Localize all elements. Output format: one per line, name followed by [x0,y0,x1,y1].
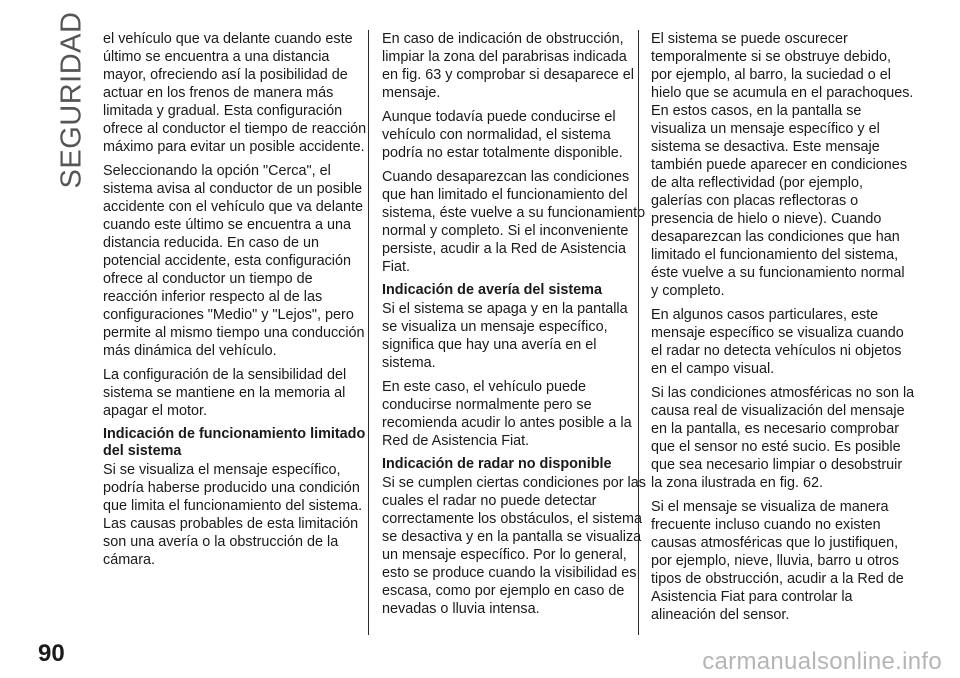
section-tab [52,11,92,189]
text-column-2 [382,30,646,624]
paragraph: Seleccionando la opción "Cerca", el sistema avisa al conductor de un posible accidente con el vehículo que va delante cuando este último se encuentra a una distancia reducida. En caso de un potencial accidente, esta configuración ofrece al conductor un tiempo de reacción inferior respecto al de las configuraciones "Medio" y "Lejos", pero permite al mismo tiempo una conducción más dinámica del vehículo. [103,163,365,359]
paragraph: Si el sistema se apaga y en la pantalla se visualiza un mensaje específico, significa que hay una avería en el sistema. [382,301,628,371]
paragraph: Cuando desaparezcan las condiciones que han limitado el funcionamiento del sistema, éste vuelve a su funcionamiento normal y completo. Si el inconveniente persiste, acudir a la Red de Asistencia Fiat. [382,169,646,275]
section-title: SEGURIDAD [55,11,88,189]
column-divider [368,30,369,635]
paragraph: En algunos casos particulares, este mensaje específico se visualiza cuando el radar no detecta vehículos ni objetos en el campo visual. [651,307,904,377]
paragraph: Si se cumplen ciertas condiciones por las cuales el radar no puede detectar correctamente los obstáculos, el sistema se desactiva y en la pantalla se visualiza un mensaje específico. Por lo general, esto se produce cuando la visibilidad es escasa, como por ejemplo en caso de nevadas o lluvia intensa. [382,475,646,617]
paragraph: La configuración de la sensibilidad del sistema se mantiene en la memoria al apagar el motor. [103,367,347,419]
paragraph: El sistema se puede oscurecer temporalmente si se obstruye debido, por ejemplo, al barro, la suciedad o el hielo que se acumula en el parachoques. En estos casos, en la pantalla se visualiza un mensaje específico y el sistema se desactiva. Este mensaje también puede aparecer en condiciones de alta reflectividad (por ejemplo, galerías con placas reflectoras o presencia de hielo o nieve). Cuando desaparezcan las condiciones que han limitado el funcionamiento del sistema, éste vuelve a su funcionamiento normal y completo. [651,31,914,299]
watermark: carmanualsonline.info [702,648,942,675]
text-column-1 [103,30,367,575]
paragraph: En este caso, el vehículo puede conducirse normalmente pero se recomienda acudir lo antes posible a la Red de Asistencia Fiat. [382,379,632,449]
column-divider [638,30,639,635]
paragraph: el vehículo que va delante cuando este último se encuentra a una distancia mayor, ofreciendo así la posibilidad de actuar en los frenos de manera más limitada y gradual. Esta configuración ofrece al conductor el tiempo de reacción máximo para evitar un posible accidente. [103,31,367,155]
paragraph: Si se visualiza el mensaje específico, podría haberse producido una condición que limita el funcionamiento del sistema. Las causas probables de esta limitación son una avería o la obstrucción de la cámara. [103,462,363,568]
paragraph: En caso de indicación de obstrucción, limpiar la zona del parabrisas indicada en fig. 63 y comprobar si desaparece el mensaje. [382,31,634,101]
paragraph: Si el mensaje se visualiza de manera frecuente incluso cuando no existen causas atmosféricas que lo justifiquen, por ejemplo, nieve, lluvia, barro u otros tipos de obstrucción, acudir a la Red de Asistencia Fiat para controlar la alineación del sensor. [651,499,904,623]
section-heading: Indicación de avería del sistema [382,282,602,298]
text-column-3 [651,30,915,630]
section-heading: Indicación de radar no disponible [382,456,612,472]
page-number: 90 [38,640,65,667]
paragraph: Si las condiciones atmosféricas no son la causa real de visualización del mensaje en la pantalla, es necesario comprobar que el sensor no esté sucio. Es posible que sea necesario limpiar o desobstruir la zona ilustrada en fig. 62. [651,385,915,491]
section-heading: Indicación de funcionamiento limitado del sistema [103,426,366,459]
paragraph: Aunque todavía puede conducirse el vehículo con normalidad, el sistema podría no estar totalmente disponible. [382,109,623,161]
